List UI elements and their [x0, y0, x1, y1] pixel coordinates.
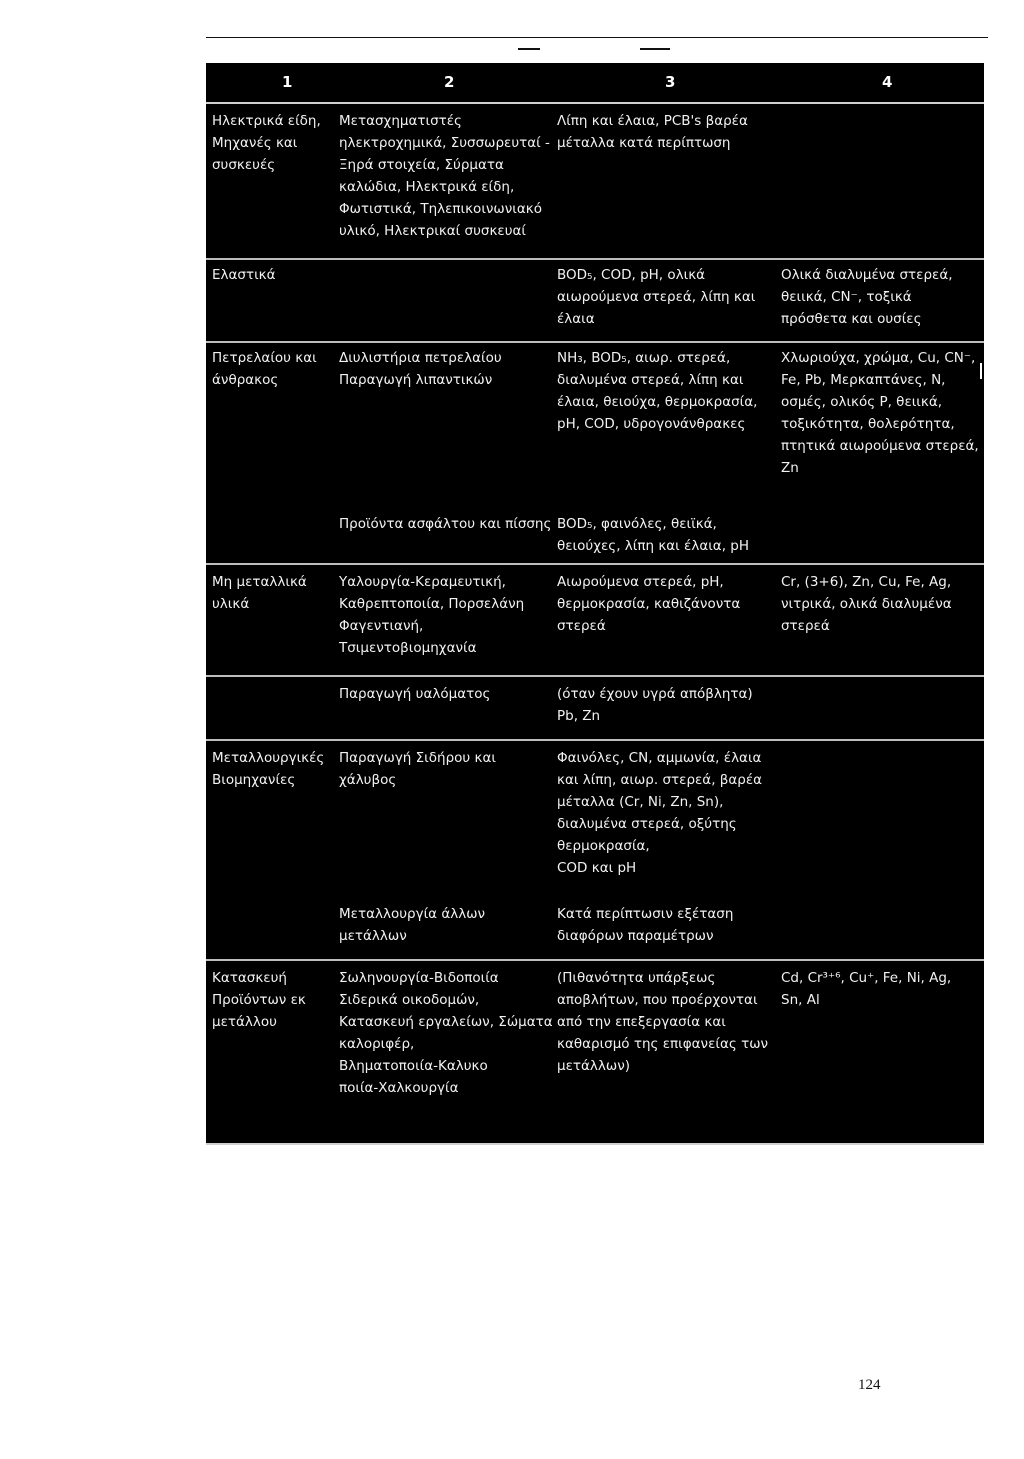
- pollutants-table: [206, 63, 984, 1145]
- column-header-3: 3: [665, 73, 676, 91]
- additional-parameters-cell: Cr, (3+6), Zn, Cu, Fe, Ag, νιτρικά, ολικά διαλυμένα στερεά: [781, 574, 952, 634]
- table-bottom-rule: [206, 1143, 984, 1145]
- row-separator: [206, 675, 984, 677]
- edge-mark: [984, 1125, 986, 1137]
- additional-parameters-cell: Cd, Cr³⁺⁶, Cu⁺, Fe, Ni, Ag, Sn, Al: [781, 970, 952, 1008]
- row-separator: [206, 341, 984, 343]
- main-parameters-cell: (Πιθανότητα υπάρξεως αποβλήτων, που προέρχονται από την επεξεργασία και καθαρισμό της επιφανείας των μετάλλων): [557, 970, 769, 1074]
- industry-category-cell: Ηλεκτρικά είδη, Μηχανές και συσκευές: [212, 113, 321, 173]
- additional-parameters-cell: Χλωριούχα, χρώμα, Cu, CN⁻, Fe, Pb, Μερκαπτάνες, N, οσμές, ολικός P, θειικά, τοξικότητα, θολερότητα, πτητικά αιωρούμενα στερεά, Zn: [781, 350, 979, 476]
- edge-mark: [985, 640, 987, 654]
- main-parameters-cell: NH₃, BOD₅, αιωρ. στερεά, διαλυμένα στερεά, λίπη και έλαια, θειούχα, θερμοκρασία, pH, COD, υδρογονάνθρακες: [557, 350, 758, 432]
- industry-process-cell: Παραγωγή υαλόματος: [339, 686, 491, 702]
- industry-process-cell: Σωληνουργία-Βιδοποιία Σιδερικά οικοδομών, Κατασκευή εργαλείων, Σώματα καλοριφέρ, Βληματοποιία-Καλυκο ποιία-Χαλκουργία: [339, 970, 553, 1096]
- main-parameters-cell: Φαινόλες, CN, αμμωνία, έλαια και λίπη, αιωρ. στερεά, βαρέα μέταλλα (Cr, Ni, Zn, Sn), διαλυμένα στερεά, οξύτης θερμοκρασία, COD και pH: [557, 750, 763, 876]
- main-parameters-cell: (όταν έχουν υγρά απόβλητα) Pb, Zn: [557, 686, 753, 724]
- row-separator: [206, 563, 984, 565]
- main-parameters-cell: BOD₅, φαινόλες, θειϊκά, θειούχες, λίπη και έλαια, pH: [557, 516, 749, 554]
- column-header-2: 2: [444, 73, 455, 91]
- page-number: 124: [858, 1377, 881, 1393]
- row-separator: [206, 959, 984, 961]
- decorative-dash: [518, 48, 540, 50]
- additional-parameters-cell: Ολικά διαλυμένα στερεά, θειικά, CN⁻, τοξικά πρόσθετα και ουσίες: [781, 267, 953, 327]
- industry-category-cell: Ελαστικά: [212, 267, 276, 283]
- industry-category-cell: Πετρελαίου και άνθρακος: [212, 350, 317, 388]
- row-separator: [206, 258, 984, 260]
- main-parameters-cell: Κατά περίπτωσιν εξέταση διαφόρων παραμέτρων: [557, 906, 734, 944]
- top-rule: [206, 37, 988, 38]
- industry-process-cell: Υαλουργία-Κεραμευτική, Καθρεπτοποιία, Πορσελάνη Φαγεντιανή, Τσιμεντοβιομηχανία: [339, 574, 525, 656]
- industry-process-cell: Παραγωγή Σιδήρου και χάλυβος: [339, 750, 496, 788]
- edge-mark: [980, 363, 982, 379]
- main-parameters-cell: Αιωρούμενα στερεά, pH, θερμοκρασία, καθιζάνοντα στερεά: [557, 574, 741, 634]
- industry-category-cell: Μη μεταλλικά υλικά: [212, 574, 307, 612]
- industry-category-cell: Μεταλλουργικές Βιομηχανίες: [212, 750, 325, 788]
- main-parameters-cell: Λίπη και έλαια, PCB's βαρέα μέταλλα κατά περίπτωση: [557, 113, 748, 151]
- industry-process-cell: Διυλιστήρια πετρελαίου Παραγωγή λιπαντικών: [339, 350, 502, 388]
- column-header-1: 1: [282, 73, 293, 91]
- column-header-4: 4: [882, 73, 893, 91]
- header-rule: [206, 102, 984, 104]
- row-separator: [206, 739, 984, 741]
- industry-category-cell: Κατασκευή Προϊόντων εκ μετάλλου: [212, 970, 306, 1030]
- industry-process-cell: Μετασχηματιστές ηλεκτροχημικά, Συσσωρευταί - Ξηρά στοιχεία, Σύρματα καλώδια, Ηλεκτρικά είδη, Φωτιστικά, Τηλεπικοινωνιακό υλικό, Ηλεκτρικαί συσκευαί: [339, 113, 550, 239]
- industry-process-cell: Προϊόντα ασφάλτου και πίσσης: [339, 516, 552, 532]
- main-parameters-cell: BOD₅, COD, pH, ολικά αιωρούμενα στερεά, λίπη και έλαια: [557, 267, 756, 327]
- decorative-dash: [640, 48, 670, 50]
- industry-process-cell: Μεταλλουργία άλλων μετάλλων: [339, 906, 486, 944]
